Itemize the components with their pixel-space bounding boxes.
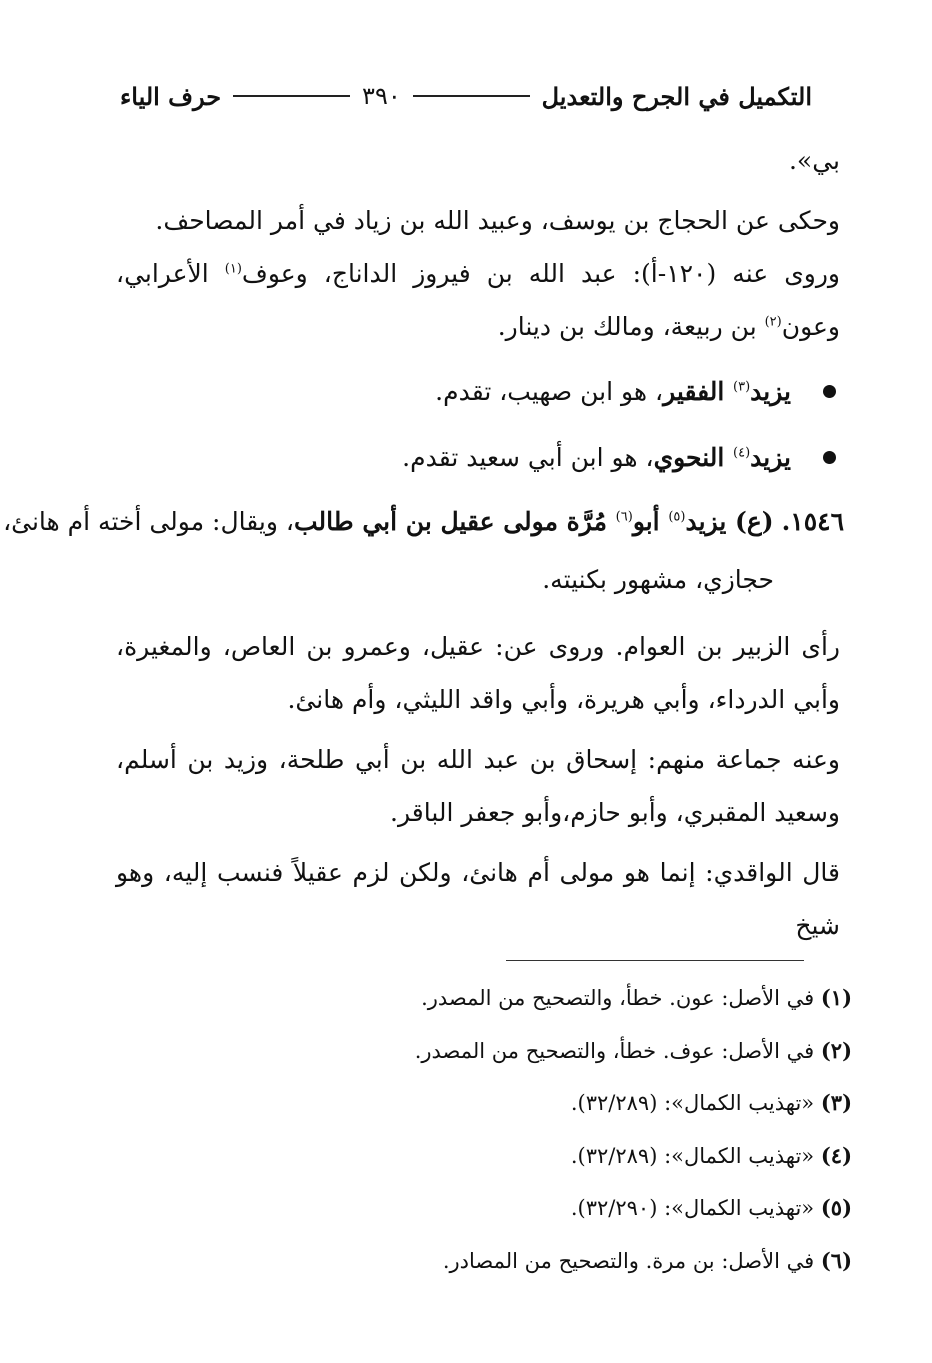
footnote-ref-2: (٢) [764, 314, 782, 330]
footnote-ref-6: (٦) [615, 509, 633, 525]
footnote-ref-1: (١) [224, 261, 242, 277]
footnote-3 [116, 1077, 852, 1130]
footnote-5-number: (٥) [820, 1195, 852, 1220]
paragraph-2 [116, 247, 840, 353]
footnote-3-number: (٣) [820, 1090, 852, 1115]
running-header [120, 76, 812, 116]
bullet-1-rest: ، هو ابن صهيب، تقدم. [435, 377, 664, 406]
paragraph-3-text: رأى الزبير بن العوام. وروى عن: عقيل، وعمرو بن العاص، والمغيرة، وأبي الدرداء، وأبي هريرة، وأبي واقد الليثي، وأم هانئ. [116, 632, 840, 714]
bullet-item-2-text [402, 431, 791, 484]
footnote-4 [116, 1130, 852, 1183]
footnote-5 [116, 1182, 852, 1235]
footnote-6-number: (٦) [820, 1247, 852, 1273]
paragraph-3 [116, 620, 840, 726]
entry-name: يزيد [685, 507, 736, 536]
entry-rest: ، ويقال: مولى أخته أم هانئ، [3, 507, 294, 536]
bullet-2-rest: ، هو ابن أبي سعيد تقدم. [402, 443, 654, 472]
entry-nisba: مُرَّة مولى عقيل بن أبي طالب [293, 507, 616, 536]
paragraph-5 [116, 846, 840, 952]
paragraph-1-text: وحكى عن الحجاج بن يوسف، وعبيد الله بن زياد في أمر المصاحف. [155, 206, 840, 235]
paragraph-2-part-c: بن ربيعة، ومالك بن دينار. [497, 312, 765, 341]
bullet-item-2 [116, 431, 840, 484]
bullet-dot-icon [823, 451, 836, 464]
paragraph-2-part-a: وروى عنه (١٢٠-أ): عبد الله بن فيروز الداناج، وعوف [241, 259, 840, 288]
footnote-5-text: «تهذيب الكمال»: (٣٢/٢٩٠). [570, 1196, 821, 1220]
bullet-1-name: يزيد [750, 377, 791, 406]
footnotes [116, 972, 852, 1287]
entry-continuation: حجازي، مشهور بكنيته. [542, 565, 774, 594]
bullet-2-name: يزيد [750, 443, 791, 472]
footnote-6 [116, 1235, 852, 1288]
book-title: التكميل في الجرح والتعديل [541, 81, 812, 111]
biography-entry [3, 493, 844, 609]
paragraph-4-text: وعنه جماعة منهم: إسحاق بن عبد الله بن أبي طلحة، وزيد بن أسلم، وسعيد المقبري، وأبو حازم،وأبو جعفر الباقر. [116, 745, 840, 827]
footnote-2-number: (٢) [820, 1037, 852, 1063]
bullet-2-title: النحوي [653, 443, 734, 472]
footnote-2 [116, 1025, 852, 1078]
footnote-4-number: (٤) [820, 1142, 852, 1168]
entry-number: ١٥٤٦. [781, 507, 844, 536]
footnote-ref-4: (٤) [733, 445, 751, 461]
page-number: ٣٩٠ [362, 82, 401, 110]
footnote-ref-3: (٣) [733, 379, 751, 395]
carry-line-text: بي». [788, 146, 840, 175]
header-rule-right [413, 95, 530, 97]
bullet-dot-icon [823, 385, 836, 398]
header-rule-left [233, 95, 350, 97]
entry-kunya: أبو [632, 507, 669, 536]
footnote-4-text: «تهذيب الكمال»: (٣٢/٢٨٩). [570, 1143, 821, 1168]
paragraph-5-text: قال الواقدي: إنما هو مولى أم هانئ، ولكن لزم عقيلاً فنسب إليه، وهو شيخ [116, 858, 840, 940]
footnote-1-number: (١) [820, 985, 852, 1010]
entry-siglum: (ع) [735, 507, 774, 536]
footnote-3-text: «تهذيب الكمال»: (٣٢/٢٨٩). [570, 1091, 821, 1115]
footnote-ref-5: (٥) [668, 509, 686, 525]
bullet-item-1 [116, 365, 840, 418]
carry-line [116, 134, 840, 187]
footnote-1 [116, 972, 852, 1025]
footnote-2-text: في الأصل: عوف. خطأ، والتصحيح من المصدر. [414, 1038, 821, 1063]
bullet-1-title: الفقير [663, 377, 734, 406]
footnote-6-text: في الأصل: بن مرة. والتصحيح من المصادر. [442, 1248, 821, 1273]
paragraph-4 [116, 733, 840, 839]
paragraph-2-text [116, 247, 840, 353]
paragraph-1 [116, 194, 840, 247]
paragraph-2-part-b: الأعرابي، وعون [116, 259, 840, 341]
chapter-title: حرف الياء [120, 81, 222, 111]
footnote-1-text: في الأصل: عون. خطأ، والتصحيح من المصدر. [421, 986, 821, 1010]
bullet-item-1-text [435, 365, 791, 418]
footnote-separator [506, 960, 804, 961]
entry-heading-line [3, 493, 844, 551]
